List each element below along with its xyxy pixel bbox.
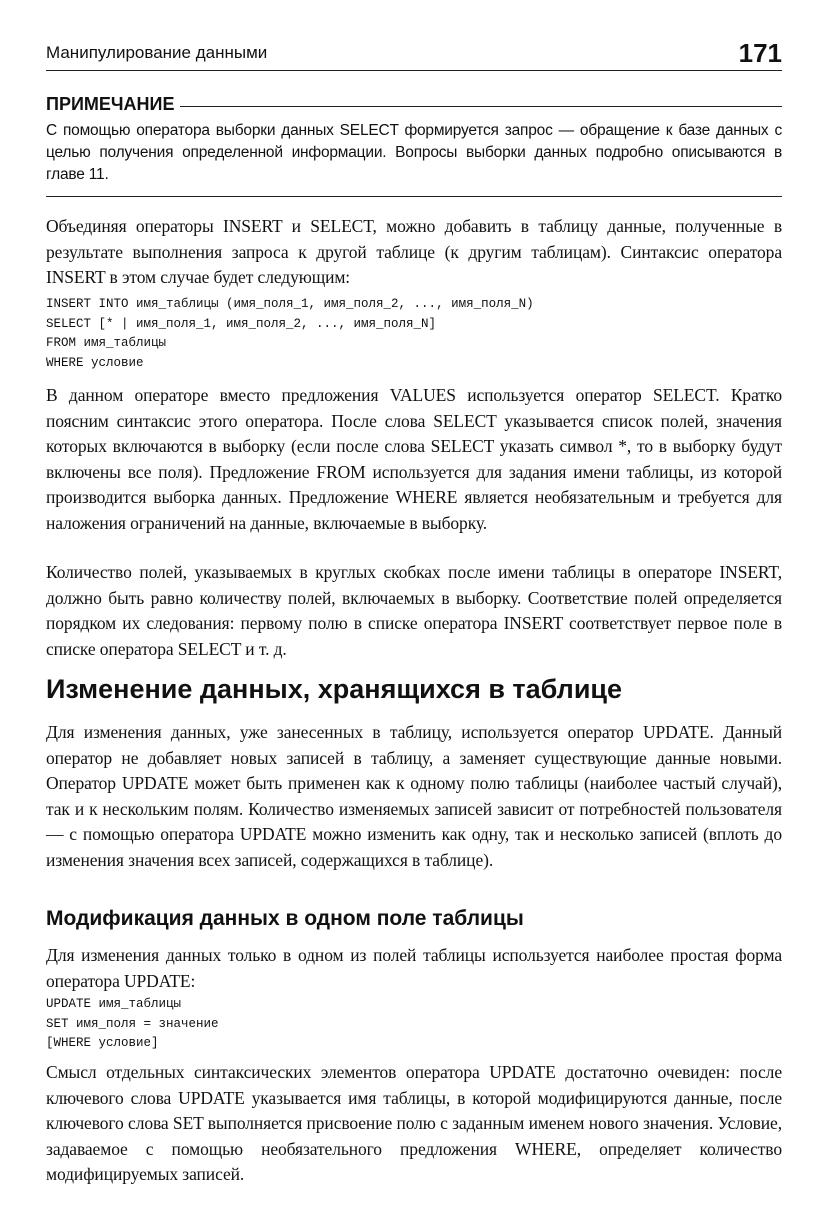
note-header xyxy=(46,94,782,116)
paragraph-update-explanation xyxy=(46,1060,782,1188)
code-line: INSERT INTO имя_таблицы (имя_поля_1, имя_поля_2, ..., имя_поля_N) xyxy=(46,297,534,311)
running-title: Манипулирование данными xyxy=(46,43,268,62)
code-block-update xyxy=(46,995,782,1054)
paragraph-text: Для изменения данных, уже занесенных в таблицу, используется оператор UPDATE. Данный оператор не добавляет новых записей в таблицу, а заменяет существующие данные новыми. Оператор UPDATE может быть применен как к одному полю таблицы (наиболее частый случай), так и к нескольким полям. Количество изменяемых записей зависит от потребностей пользователя — с помощью оператора UPDATE можно изменить как одну, так и несколько записей (вплоть до изменения значения всех записей, содержащихся в таблице). xyxy=(46,722,782,870)
paragraph-field-count xyxy=(46,560,782,662)
note-bottom-rule xyxy=(46,196,782,197)
paragraph-text: В данном операторе вместо предложения VALUES используется оператор SELECT. Кратко поясним синтаксис этого оператора. После слова SELECT указывается список полей, значения которых включаются в выборку (если после слова SELECT указать символ *, то в выборку будут включены все поля). Предложение FROM используется для задания имени таблицы, из которой производится выборка данных. Предложение WHERE является необязательным и требуется для наложения ограничений на данные, включаемые в выборку. xyxy=(46,385,782,533)
section-heading-update: Изменение данных, хранящихся в таблице xyxy=(46,674,623,704)
note-text: С помощью оператора выборки данных SELECT формируется запрос — обращение к базе данных с целью получения определенной информации. Вопросы выборки данных подробно описываются в главе 11. xyxy=(46,122,782,183)
paragraph-text: Объединяя операторы INSERT и SELECT, можно добавить в таблицу данные, полученные в результате выполнения запроса к другой таблице (к другим таблицам). Синтаксис оператора INSERT в этом случае будет следующим: xyxy=(46,216,782,287)
code-line: UPDATE имя_таблицы xyxy=(46,997,182,1011)
paragraph-text: Смысл отдельных синтаксических элементов оператора UPDATE достаточно очевиден: после ключевого слова UPDATE указывается имя таблицы, в которой модифицируются данные, после ключевого слова SET выполняется присвоение полю с заданным именем нового значения. Условие, задаваемое с помощью необязательного предложения WHERE, определяет количество модифицируемых записей. xyxy=(46,1062,782,1184)
paragraph-update-intro xyxy=(46,720,782,873)
code-line: SELECT [* | имя_поля_1, имя_поля_2, ..., имя_поля_N] xyxy=(46,316,437,331)
paragraph-text: Для изменения данных только в одном из полей таблицы используется наиболее простая форма оператора UPDATE: xyxy=(46,945,782,991)
code-line: FROM имя_таблицы xyxy=(46,336,167,350)
paragraph-insert-select xyxy=(46,214,782,291)
paragraph-select-syntax xyxy=(46,383,782,536)
code-line: [WHERE условие] xyxy=(46,1036,159,1050)
note-label: ПРИМЕЧАНИЕ xyxy=(46,94,180,115)
code-block-insert-select xyxy=(46,295,782,373)
note-box xyxy=(46,94,782,186)
page-number: 171 xyxy=(738,38,782,68)
paragraph-update-simple xyxy=(46,943,782,994)
running-header xyxy=(46,38,782,71)
paragraph-text: Количество полей, указываемых в круглых скобках после имени таблицы в операторе INSERT, должно быть равно количеству полей, включаемых в выборку. Соответствие полей определяется порядком их следования: первому полю в списке оператора INSERT соответствует первое поле в списке оператора SELECT и т. д. xyxy=(46,562,782,659)
subsection-heading-single-field: Модификация данных в одном поле таблицы xyxy=(46,907,524,930)
code-line: SET имя_поля = значение xyxy=(46,1016,219,1031)
code-line: WHERE условие xyxy=(46,355,144,370)
